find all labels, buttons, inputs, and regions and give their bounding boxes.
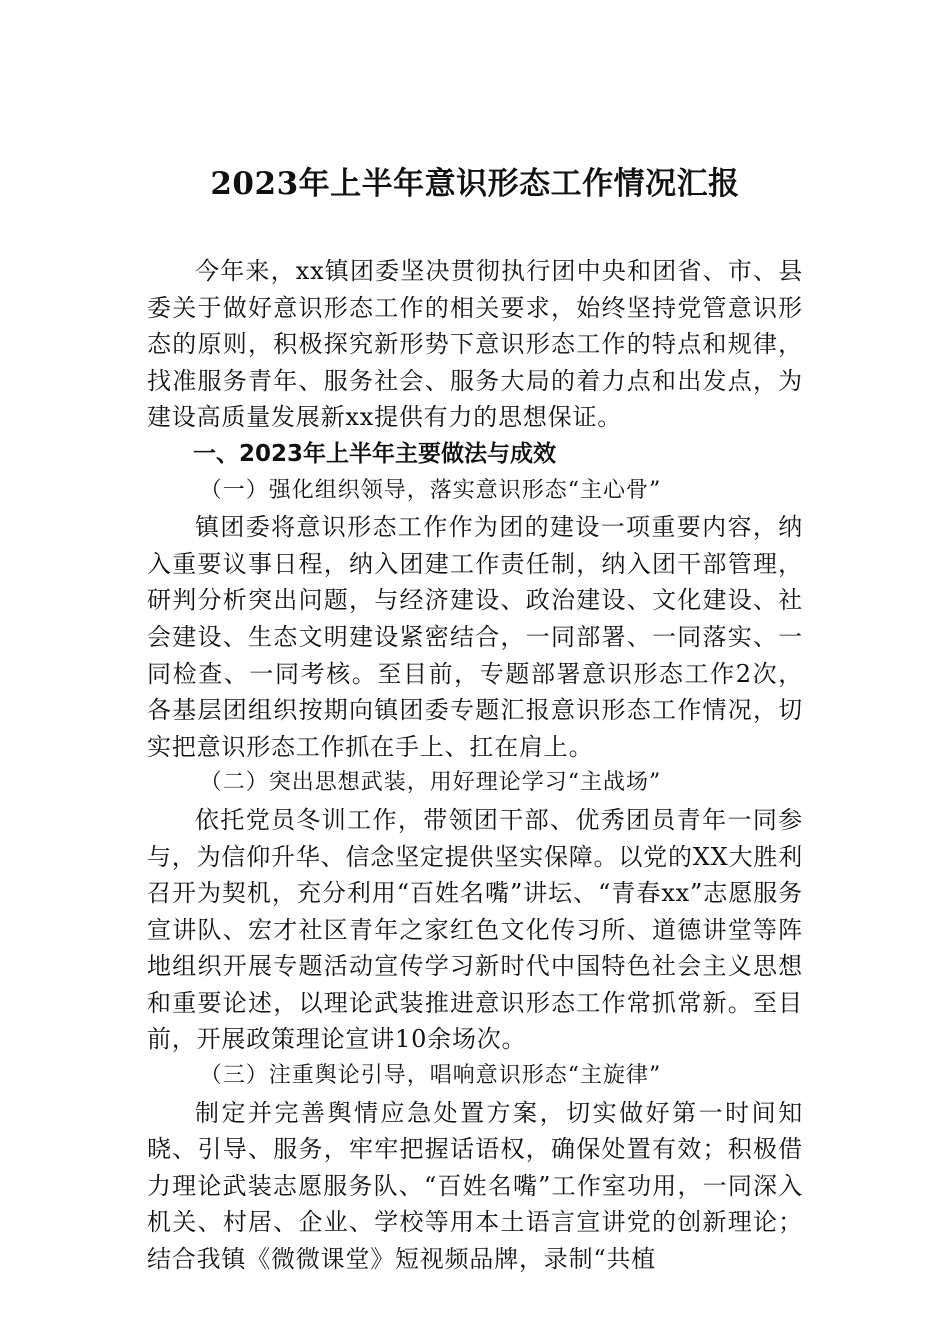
subsection-paragraph-1: 镇团委将意识形态工作作为团的建设一项重要内容，纳入重要议事日程，纳入团建工作责任制，纳入团干部管理，研判分析突出问题，与经济建设、政治建设、文化建设、社会建设、生态文明建设紧密结合，一同部署、一同落实、一同检查、一同考核。至目前，专题部署意识形态工作2次，各基层团组织按期向镇团委专题汇报意识形态工作情况，切实把意识形态工作抓在手上、扛在肩上。 xyxy=(147,513,803,761)
document-title: 2023年上半年意识形态工作情况汇报 xyxy=(210,166,740,202)
subsection-paragraph-2: 依托党员冬训工作，带领团干部、优秀团员青年一同参与，为信仰升华、信念坚定提供坚实保障。以党的XX大胜利召开为契机，充分利用“百姓名嘴”讲坛、“青春xx”志愿服务宣讲队、宏才社区青年之家红色文化传习所、道德讲堂等阵地组织开展专题活动宣传学习新时代中国特色社会主义思想和重要论述，以理论武装推进意识形态工作常抓常新。至目前，开展政策理论宣讲10余场次。 xyxy=(147,805,803,1054)
subsection-heading-3: （三）注重舆论引导，唱响意识形态“主旋律” xyxy=(199,1063,662,1089)
section-heading-1: 一、2023年上半年主要做法与成效 xyxy=(193,440,557,467)
subsection-paragraph-3: 制定并完善舆情应急处置方案，切实做好第一时间知晓、引导、服务，牢牢把握话语权，确保处置有效；积极借力理论武装志愿服务队、“百姓名嘴”工作室功用，一同深入机关、村居、企业、学校等用本土语言宣讲党的创新理论；结合我镇《微微课堂》短视频品牌，录制“共植 xyxy=(147,1098,803,1274)
intro-paragraph: 今年来，xx镇团委坚决贯彻执行团中央和团省、市、县委关于做好意识形态工作的相关要求，始终坚持党管意识形态的原则，积极探究新形势下意识形态工作的特点和规律，找准服务青年、服务社会、服务大局的着力点和出发点，为建设高质量发展新xx提供有力的思想保证。 xyxy=(147,257,803,432)
subsection-heading-2: （二）突出思想武装，用好理论学习“主战场” xyxy=(199,770,662,796)
subsection-heading-1: （一）强化组织领导，落实意识形态“主心骨” xyxy=(199,477,662,503)
document-body xyxy=(147,253,803,1278)
